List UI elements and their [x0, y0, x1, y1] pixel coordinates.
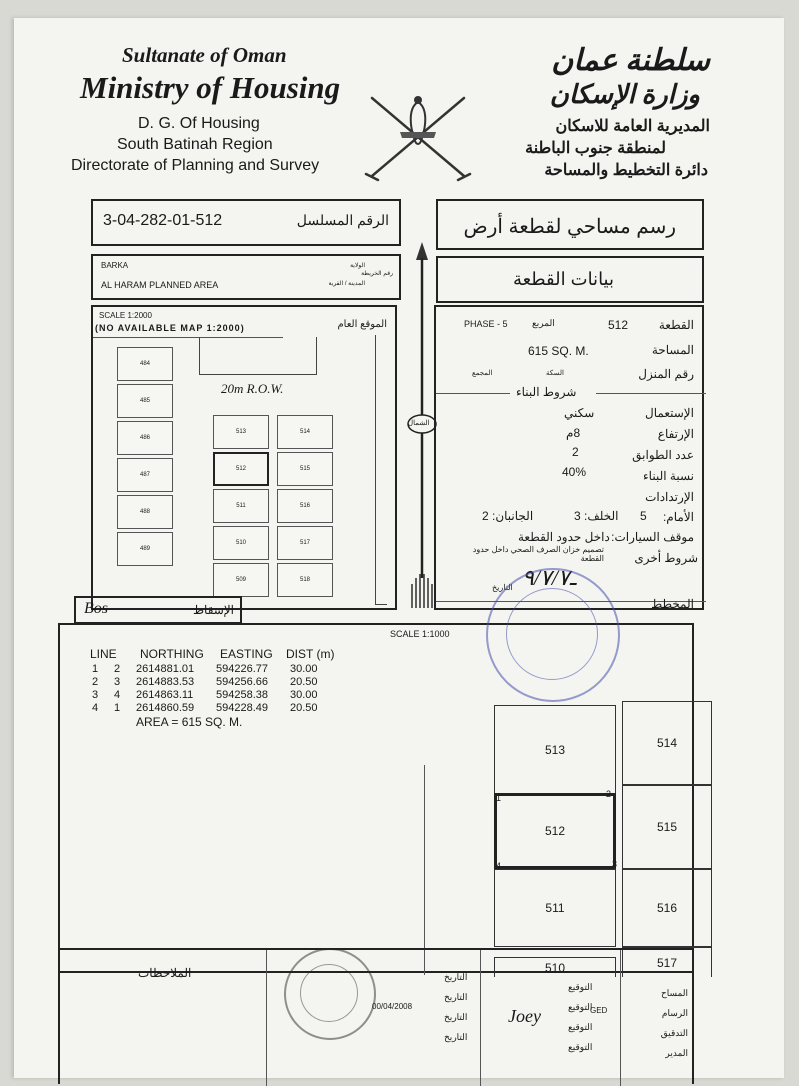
coords-cell: 1 [114, 702, 121, 714]
plot-details-box [434, 305, 704, 610]
detail-lot-510: 510 [494, 957, 616, 977]
general-map-note: (NO AVAILABLE MAP 1:2000) [95, 323, 245, 333]
front-value: 5 [640, 509, 647, 523]
map-lot-484: 484 [117, 347, 173, 381]
use-value: سكني [564, 406, 595, 420]
footer-box [58, 948, 694, 1084]
detail-lot-515: 515 [622, 785, 712, 869]
plot-info-title-box [436, 256, 704, 303]
coords-area-row [90, 715, 430, 731]
date-label-4: التاريخ [444, 1032, 468, 1042]
detail-lot-514: 514 [622, 701, 712, 785]
serial-box [91, 199, 401, 246]
ar-directorate: دائرة التخطيط والمساحة [544, 162, 708, 179]
coords-cell: 594256.66 [216, 676, 268, 688]
date-label-2: التاريخ [444, 992, 468, 1002]
coords-row [90, 702, 430, 715]
map-lot-488: 488 [117, 495, 173, 529]
coords-header [90, 647, 430, 663]
parking-value: داخل حدود القطعة [518, 530, 610, 544]
coords-header-dist: DIST (m) [286, 647, 335, 661]
signature-label-1: التوقيع [568, 982, 593, 992]
coords-cell: 4 [114, 689, 121, 701]
coords-row [90, 676, 430, 689]
height-value: 8م [566, 426, 581, 440]
coords-header-easting: EASTING [220, 647, 273, 661]
other-label: شروط أخرى [634, 551, 698, 565]
date-stamp: 00/04/2008 [372, 1002, 413, 1011]
wilayat-label: الولاية [350, 263, 365, 269]
city-label: المدينة / القرية [328, 281, 365, 287]
plan-label: المخطط [651, 597, 694, 611]
floors-value: 2 [572, 445, 579, 459]
ratio-value: 40% [562, 465, 587, 479]
corner-3: 3 [612, 859, 618, 869]
sides-label: الجانبان: [492, 509, 534, 523]
area-value: AL HARAM PLANNED AREA [101, 280, 219, 290]
north-label: الشمال [408, 420, 430, 427]
map-lot-513: 513 [213, 415, 269, 449]
ar-dg: المديرية العامة للاسكان [555, 118, 710, 135]
general-map-mid-lots [213, 415, 271, 605]
map-lot-518: 518 [277, 563, 333, 597]
date-label-1: التاريخ [444, 972, 468, 982]
map-lot-486: 486 [117, 421, 173, 455]
detail-map [474, 705, 694, 975]
plot-label: القطعة [658, 318, 694, 332]
date-label-3: التاريخ [444, 1012, 468, 1022]
map-lot-511: 511 [213, 489, 269, 523]
en-directorate: Directorate of Planning and Survey [71, 157, 320, 174]
coords-cell: 3 [114, 676, 121, 688]
checker-label: التدقيق [660, 1028, 688, 1038]
coords-cell: 20.50 [290, 676, 318, 688]
footer-signature: Joey [508, 1006, 541, 1026]
surveyor-label: المساح [660, 988, 688, 998]
general-map-right-lots [277, 415, 335, 605]
map-lot-517: 517 [277, 526, 333, 560]
floors-label: عدد الطوابق [632, 448, 694, 462]
en-region: South Batinah Region [117, 136, 273, 153]
coords-cell: 1 [92, 663, 99, 675]
ratio-label: نسبة البناء [643, 469, 694, 483]
detail-lot-512: 512 [494, 793, 616, 869]
projection-scale: SCALE 1:1000 [390, 629, 450, 639]
coords-cell: 4 [92, 702, 99, 714]
coords-cell: 2 [92, 676, 99, 688]
signature-label-3: التوقيع [568, 1022, 593, 1032]
map-lot-515: 515 [277, 452, 333, 486]
general-map-scale: SCALE 1:2000 [99, 311, 152, 320]
map-lot-509: 509 [213, 563, 269, 597]
coords-cell: 2614860.59 [136, 702, 195, 714]
map-lot-512: 512 [213, 452, 269, 486]
detail-lot-513: 513 [494, 705, 616, 793]
coords-cell: 2614883.53 [136, 676, 195, 688]
location-box [91, 254, 401, 300]
coords-row [90, 689, 430, 702]
ar-sultanate: سلطنة عمان [551, 44, 710, 77]
signature-label-4: التوقيع [568, 1042, 593, 1052]
building-conditions-title: شروط البناء [516, 385, 577, 399]
map-lot-516: 516 [277, 489, 333, 523]
area-label: المساحة [651, 343, 694, 357]
coords-cell: 2614881.01 [136, 663, 195, 675]
map-lot-485: 485 [117, 384, 173, 418]
projection-signature: Bos [84, 600, 108, 617]
coords-cell: 594258.38 [216, 689, 268, 701]
ar-region: لمنطقة جنوب الباطنة [525, 140, 666, 157]
signature-label-2: التوقيع [568, 1002, 593, 1012]
serial-label: الرقم المسلسل [296, 212, 389, 228]
map-lot-514: 514 [277, 415, 333, 449]
map-lot-487: 487 [117, 458, 173, 492]
coords-cell: 3 [92, 689, 99, 701]
coords-cell: 20.50 [290, 702, 318, 714]
survey-document [14, 18, 784, 1078]
plot-number: 512 [608, 318, 629, 332]
map-lot-489: 489 [117, 532, 173, 566]
house-label: رقم المنزل [638, 367, 694, 381]
document-title: رسم مساحي لقطعة أرض [463, 216, 676, 238]
general-map-label: الموقع العام [337, 319, 387, 330]
coords-cell: 30.00 [290, 663, 318, 675]
general-map-left-lots [117, 347, 177, 607]
coords-rows [90, 663, 430, 715]
initials: GED [590, 1006, 608, 1015]
serial-number: 3-04-282-01-512 [103, 212, 223, 229]
street-label: السكة [546, 370, 564, 377]
detail-lot-517: 517 [622, 947, 712, 977]
en-sultanate: Sultanate of Oman [122, 43, 287, 67]
detail-lot-511: 511 [494, 869, 616, 947]
notes-label: الملاحظات [138, 966, 192, 980]
en-dg: D. G. Of Housing [138, 115, 260, 132]
corner-1: 1 [496, 793, 502, 803]
en-ministry: Ministry of Housing [80, 70, 341, 105]
coords-cell: 594226.77 [216, 663, 268, 675]
coords-cell: 2614863.11 [136, 689, 194, 701]
official-stamp-blue [486, 568, 620, 702]
height-label: الإرتفاع [657, 427, 694, 441]
coords-area: AREA = 615 SQ. M. [136, 715, 243, 729]
projection-label: الإسقاط [192, 603, 234, 617]
front-label: الأمام: [662, 510, 694, 524]
draftsman-label: الرسام [661, 1008, 688, 1018]
coords-cell: 2 [114, 663, 121, 675]
title-box [436, 199, 704, 250]
back-value: 3 [574, 509, 581, 523]
coords-header-line: LINE [90, 647, 117, 661]
block-label: المربع [532, 318, 555, 328]
parking-label: موقف السيارات: [611, 530, 694, 544]
date-handwritten: ـ٩/٧/٧ [522, 565, 577, 590]
detail-lot-516: 516 [622, 869, 712, 947]
phase: PHASE - 5 [464, 319, 508, 329]
oman-emblem-icon [364, 86, 474, 182]
wilayat-value: BARKA [101, 261, 129, 270]
map-number-label: رقم الخريطة [361, 271, 393, 277]
official-stamp-footer [284, 948, 376, 1040]
coords-table [90, 647, 430, 731]
setbacks-label: الإرتدادات [645, 490, 694, 504]
corner-4: 4 [496, 861, 502, 871]
plot-info-title: بيانات القطعة [512, 269, 614, 289]
general-map-box [91, 305, 397, 610]
director-label: المدير [665, 1048, 688, 1058]
coords-row [90, 663, 430, 676]
map-lot-510: 510 [213, 526, 269, 560]
back-label: الخلف: [584, 509, 619, 523]
row-label: 20m R.O.W. [221, 381, 284, 396]
coords-cell: 594228.49 [216, 702, 268, 714]
complex-label: المجمع [472, 370, 493, 377]
corner-2: 2 [606, 789, 612, 799]
coords-header-northing: NORTHING [140, 647, 204, 661]
other-value: تصميم خزان الصرف الصحي داخل حدود القطعة [472, 545, 604, 563]
area-value: 615 SQ. M. [528, 344, 589, 358]
sides-value: 2 [482, 509, 489, 523]
date-label: التاريخ [492, 583, 513, 592]
projection-label-box [74, 596, 242, 624]
coords-cell: 30.00 [290, 689, 318, 701]
ar-ministry: وزارة الإسكان [549, 80, 700, 109]
use-label: الإستعمال [645, 406, 694, 420]
